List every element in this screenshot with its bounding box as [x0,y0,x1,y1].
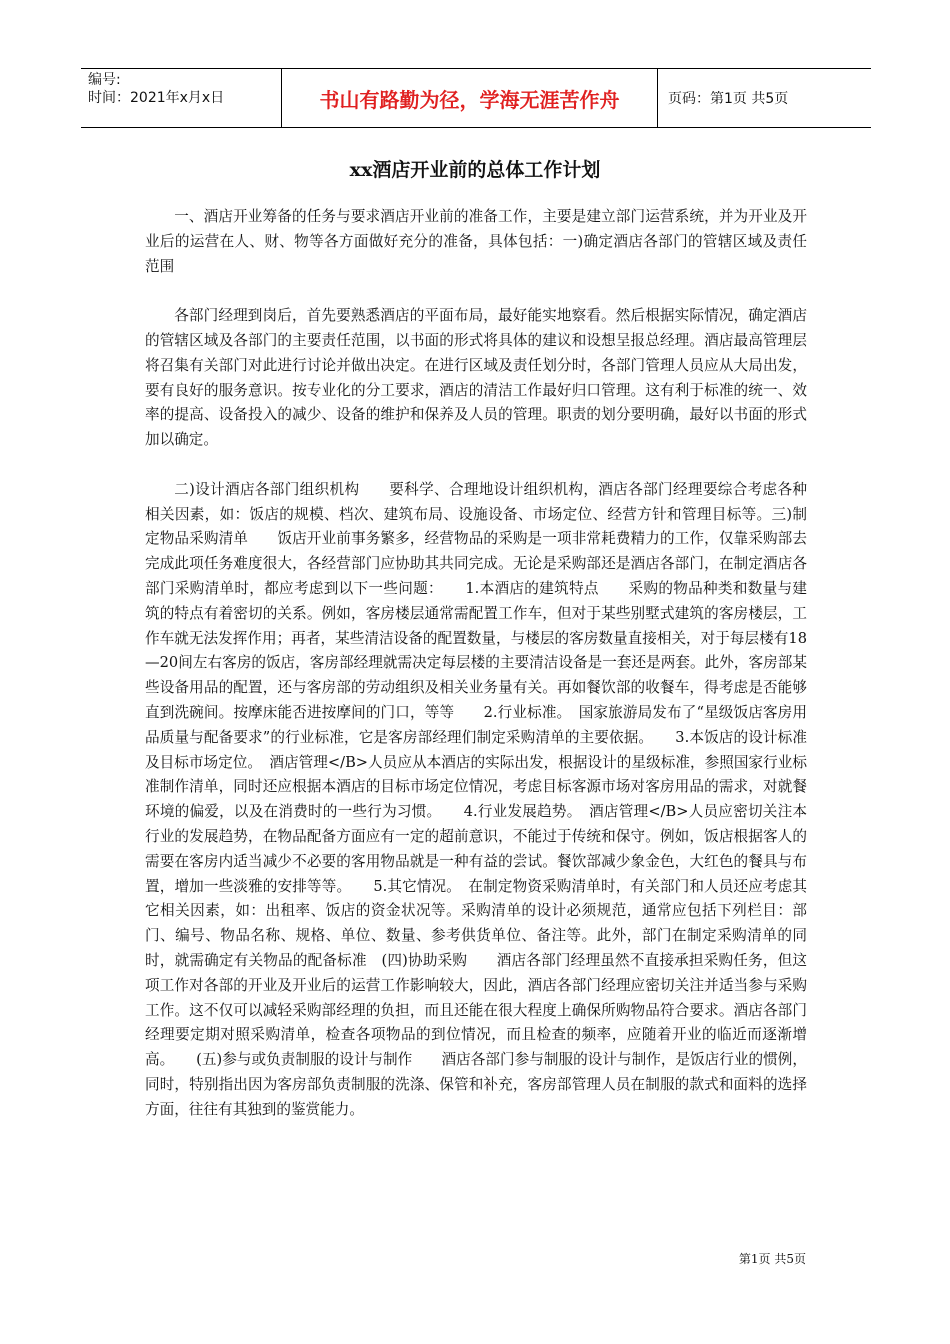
page-footer: 第1页 共5页 [738,1252,806,1266]
document-number-label: 编号: [88,72,121,88]
paragraph-3: 二)设计酒店各部门组织机构 要科学、合理地设计组织机构，酒店各部门经理要综合考虑各种相关因素，如：饭店的规模、档次、建筑布局、设施设备、市场定位、经营方针和管理目标等。三)制定物品采购清单 饭店开业前事务繁多，经营物品的采购是一项非常耗费精力的工作，仅靠采购部去完成此项任务难度很大，各经营部门应协助其共同完成。无论是采购部还是酒店各部门，在制定酒店各部门采购清单时，都应考虑到以下一些问题： 1.本酒店的建筑特点 采购的物品种类和数量与建筑的特点有着密切的关系。例如，客房楼层通常需配置工作车，但对于某些别墅式建筑的客房楼层，工作车就无法发挥作用；再者，某些清洁设备的配置数量，与楼层的客房数量直接相关，对于每层楼有18—20间左右客房的饭店，客房部经理就需决定每层楼的主要清洁设备是一套还是两套。此外，客房部某些设备用品的配置，还与客房部的劳动组织及相关业务量有关。再如餐饮部的收餐车，得考虑是否能够直到洗碗间。按摩床能否进按摩间的门口，等等 2.行业标准。 国家旅游局发布了“星级饭店客房用品质量与配备要求”的行业标准，它是客房部经理们制定采购清单的主要依据。 3.本饭店的设计标准及目标市场定位。 酒店管理</B>人员应从本酒店的实际出发，根据设计的星级标准，参照国家行业标准制作清单，同时还应根据本酒店的目标市场定位情况，考虑目标客源市场对客房用品的需求，对就餐环境的偏爱，以及在消费时的一些行为习惯。 4.行业发展趋势。 酒店管理</B>人员应密切关注本行业的发展趋势，在物品配备方面应有一定的超前意识，不能过于传统和保守。例如，饭店根据客人的需要在客房内适当减少不必要的客用物品就是一种有益的尝试。餐饮部减少象金色，大红色的餐具与布置，增加一些淡雅的安排等等。 5.其它情况。 在制定物资采购清单时，有关部门和人员还应考虑其它相关因素，如：出租率、饭店的资金状况等。采购清单的设计必须规范，通常应包括下列栏目：部门、编号、物品名称、规格、单位、数量、参考供货单位、备注等。此外，部门在制定采购清单的同时，就需确定有关物品的配备标准 (四)协助采购 酒店各部门经理虽然不直接承担采购任务，但这项工作对各部的开业及开业后的运营工作影响较大，因此，酒店各部门经理应密切关注并适当参与采购工作。这不仅可以减轻采购部经理的负担，而且还能在很大程度上确保所购物品符合要求。酒店各部门经理要定期对照采购清单，检查各项物品的到位情况，而且检查的频率，应随着开业的临近而逐渐增高。 (五)参与或负责制服的设计与制作 酒店各部门参与制服的设计与制作，是饭店行业的惯例，同时，特别指出因为客房部负责制服的洗涤、保管和补充，客房部管理人员在制服的款式和面料的选择方面，往往有其独到的鉴赏能力。 [145,480,807,1118]
header-meta [81,69,281,127]
document-title: xx酒店开业前的总体工作计划 [349,159,601,181]
paragraph-1: 一、酒店开业筹备的任务与要求酒店开业前的准备工作，主要是建立部门运营系统，并为开业及开业后的运营在人、财、物等各方面做好充分的准备，具体包括：一)确定酒店各部门的管辖区域及责任范围 [145,208,807,275]
document-date: 时间：2021年x月x日 [88,90,225,106]
paragraph-2: 各部门经理到岗后，首先要熟悉酒店的平面布局，最好能实地察看。然后根据实际情况，确定酒店的管辖区域及各部门的主要责任范围，以书面的形式将具体的建议和设想呈报总经理。酒店最高管理层将召集有关部门对此进行讨论并做出决定。在进行区域及责任划分时，各部门管理人员应从大局出发，要有良好的服务意识。按专业化的分工要求，酒店的清洁工作最好归口管理。这有利于标准的统一、效率的提高、设备投入的减少、设备的维护和保养及人员的管理。职责的划分要明确，最好以书面的形式加以确定。 [145,307,807,449]
header-motto: 书山有路勤为径，学海无涯苦作舟 [281,69,658,127]
header-page-info: 页码：第1页 共5页 [668,91,789,107]
document-body [145,205,807,1122]
page-header [81,68,871,128]
